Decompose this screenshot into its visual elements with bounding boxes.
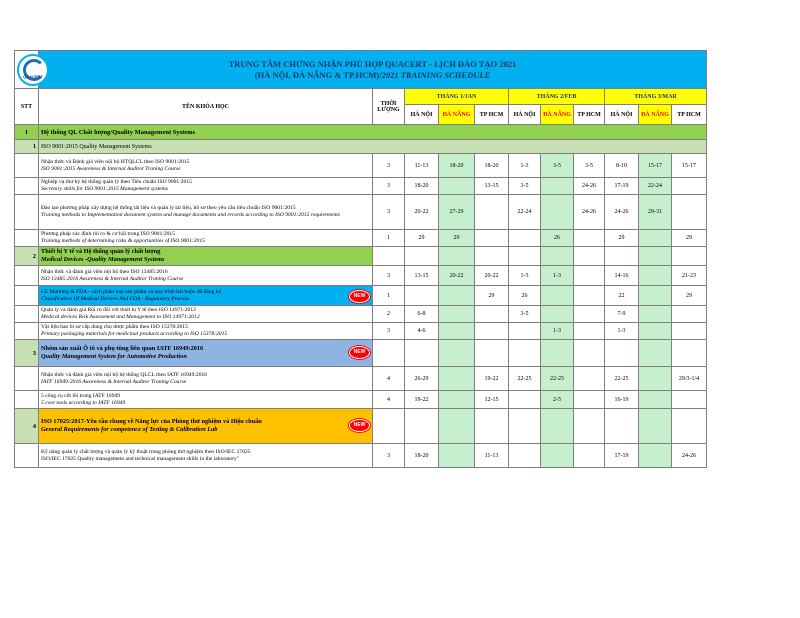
- date-dn-cell: [541, 195, 574, 230]
- date-dn-cell: 15-17: [639, 154, 672, 178]
- date-hn-cell: 24-26: [605, 195, 639, 230]
- empty-cell: [541, 340, 574, 367]
- date-hn-cell: 1-3: [509, 154, 541, 178]
- date-hn-cell: 22-25: [509, 367, 541, 391]
- course-name: [39, 178, 373, 195]
- city-hn-jan: HÀ NỘI: [405, 105, 439, 125]
- course-name-vi: Nhận thức và đánh giá viên nội bộ hệ thống QLCL theo IATF 16949:2016: [41, 371, 208, 378]
- date-dn-cell: 26: [541, 230, 574, 247]
- course-duration: 1: [373, 286, 405, 306]
- row-course: [15, 154, 707, 178]
- date-hn-cell: 14-16: [605, 266, 639, 286]
- course-number: [15, 323, 39, 340]
- empty-cell: [541, 247, 574, 266]
- section-title: ISO 9001:2015 Quality Management Systems: [39, 140, 707, 154]
- date-hcm-cell: 29/3-1/4: [672, 367, 707, 391]
- empty-cell: [672, 340, 707, 367]
- section-number: 4: [15, 409, 39, 444]
- course-duration: 3: [373, 444, 405, 468]
- date-hn-cell: 26: [509, 286, 541, 306]
- date-hcm-cell: [672, 195, 707, 230]
- date-hcm-cell: 19-22: [475, 367, 509, 391]
- date-dn-cell: [439, 323, 475, 340]
- empty-cell: [439, 340, 475, 367]
- title-row: [15, 51, 707, 89]
- course-name-en: ISO 13485:2016 Awareness & Internal Auditor Traning Course: [41, 275, 184, 282]
- empty-cell: [373, 340, 405, 367]
- date-dn-cell: 2-5: [541, 391, 574, 409]
- course-name-en: ISO 9001:2015 Awareness & Internal Auditor Traning Course: [41, 165, 181, 172]
- date-hn-cell: [509, 391, 541, 409]
- date-dn-cell: 3-5: [541, 154, 574, 178]
- city-hcm-mar: TP HCM: [672, 105, 707, 125]
- new-badge-icon: NEW: [349, 290, 370, 303]
- date-dn-cell: 27-29: [439, 195, 475, 230]
- date-hn-cell: 3-5: [509, 306, 541, 323]
- empty-cell: [405, 247, 439, 266]
- date-hn-cell: [405, 286, 439, 306]
- title-line-1: TRUNG TÂM CHỨNG NHẬN PHÙ HỢP QUACERT - LỊCH ĐÀO TẠO 2021: [228, 58, 517, 69]
- course-duration: 4: [373, 391, 405, 409]
- date-dn-cell: [639, 286, 672, 306]
- course-name: [39, 444, 373, 468]
- course-number: [15, 286, 39, 306]
- row-lvl2: [15, 140, 707, 154]
- col-course-header: TÊN KHÓA HỌC: [39, 89, 373, 125]
- month-mar-header: THÁNG 3/MAR: [605, 89, 707, 105]
- date-hn-cell: [509, 444, 541, 468]
- section-title-en: Medical Devices -Quality Management Systems: [41, 256, 165, 263]
- empty-cell: [672, 409, 707, 444]
- date-hn-cell: 17-19: [605, 178, 639, 195]
- date-hcm-cell: 15-17: [672, 154, 707, 178]
- date-dn-cell: [439, 391, 475, 409]
- empty-cell: [509, 247, 541, 266]
- section-title-vi: Thiết bị Y tế và Hệ thống quản lý chất lượng: [41, 248, 161, 255]
- date-hcm-cell: 21-23: [672, 266, 707, 286]
- row-course: [15, 306, 707, 323]
- course-duration: 3: [373, 323, 405, 340]
- course-name-en: Medical devices Risk Assessment and Management to ISO 14971:2012: [41, 314, 200, 320]
- course-name: [39, 367, 373, 391]
- date-dn-cell: [639, 323, 672, 340]
- row-lvl1: [15, 125, 707, 140]
- date-hn-cell: 26-29: [405, 367, 439, 391]
- section-title-vi: ISO 17025:2017-Yêu cầu chung về Năng lực của Phòng thử nghiệm và Hiệu chuẩn: [41, 418, 262, 425]
- date-dn-cell: [541, 444, 574, 468]
- row-course: [15, 367, 707, 391]
- course-number: [15, 178, 39, 195]
- empty-cell: [639, 247, 672, 266]
- course-number: [15, 195, 39, 230]
- title-line-2-en: 2021 TRAINING SCHEDULE: [381, 69, 491, 80]
- date-hcm-cell: [475, 230, 509, 247]
- course-name: [39, 266, 373, 286]
- date-dn-cell: 20-22: [439, 266, 475, 286]
- course-name-en: Training methods to Implementation document system and manage documents and records according to ISO 9001:2015 requirements: [41, 212, 340, 218]
- course-name-vi: Nghiệp vụ thư ký hệ thống quản lý theo Tiêu chuẩn ISO 9001:2015: [41, 179, 192, 185]
- header-row-months: [15, 89, 707, 105]
- date-hcm-cell: 24-26: [672, 444, 707, 468]
- date-dn-cell: [541, 178, 574, 195]
- date-hcm-cell: [672, 306, 707, 323]
- row-course: [15, 286, 707, 306]
- empty-cell: [439, 409, 475, 444]
- course-name-vi: Kỹ năng quản lý chất lượng và quản lý kỹ thuật trong phòng thử nghiệm theo ISO/IEC 17025: [41, 448, 251, 455]
- course-number: [15, 266, 39, 286]
- row-sec: [15, 340, 707, 367]
- course-name-vi: Nhận thức và Đánh giá viên nội bộ HTQLCL theo ISO 9001:2015: [41, 158, 190, 165]
- date-hn-cell: 11-13: [405, 154, 439, 178]
- course-name-en: Secretary skills for ISO 9001:2015 Management systems: [41, 186, 168, 192]
- title-line-2-vi: (HÀ NỘI, ĐÀ NẴNG & TP.HCM)/: [254, 69, 382, 80]
- course-name-en: Classification Of Medical Devices And FDA - Regulatory Process: [41, 295, 189, 302]
- course-number: [15, 306, 39, 323]
- city-dn-feb: ĐÀ NẴNG: [541, 105, 574, 125]
- date-hn-cell: 18-20: [405, 444, 439, 468]
- date-dn-cell: [439, 178, 475, 195]
- date-dn-cell: [639, 391, 672, 409]
- date-hcm-cell: 13-15: [475, 178, 509, 195]
- section-title: [39, 409, 373, 444]
- course-name: [39, 323, 373, 340]
- empty-cell: [605, 247, 639, 266]
- row-course: [15, 230, 707, 247]
- course-name-en: 5 core tools according to IATF 16949: [41, 399, 126, 406]
- date-hcm-cell: [672, 178, 707, 195]
- date-hcm-cell: [475, 195, 509, 230]
- date-hcm-cell: [475, 323, 509, 340]
- course-name-vi: Phương pháp xác định rủi ro & cơ hội trong ISO 9001:2015: [41, 231, 176, 237]
- date-hcm-cell: 11-13: [475, 444, 509, 468]
- quacert-logo: [17, 54, 49, 86]
- col-duration-header: THỜI LƯỢNG: [373, 89, 405, 125]
- date-dn-cell: [639, 230, 672, 247]
- empty-cell: [509, 340, 541, 367]
- date-hcm-cell: [672, 323, 707, 340]
- course-number: [15, 154, 39, 178]
- date-hcm-cell: 24-26: [574, 178, 605, 195]
- date-hcm-cell: 29: [672, 286, 707, 306]
- empty-cell: [405, 409, 439, 444]
- section-title: [39, 340, 373, 367]
- new-badge-icon: NEW: [349, 419, 370, 432]
- date-hn-cell: 22: [605, 286, 639, 306]
- empty-cell: [509, 409, 541, 444]
- date-hn-cell: [509, 230, 541, 247]
- city-dn-jan: ĐÀ NẴNG: [439, 105, 475, 125]
- date-hn-cell: 19-22: [405, 391, 439, 409]
- section-title-en: Quality Management System for Automotive Production: [41, 353, 187, 360]
- empty-cell: [639, 340, 672, 367]
- course-duration: 1: [373, 230, 405, 247]
- empty-cell: [605, 340, 639, 367]
- logo-text: QUACERT: [23, 73, 43, 79]
- date-hn-cell: 17-19: [605, 444, 639, 468]
- city-hn-feb: HÀ NỘI: [509, 105, 541, 125]
- empty-cell: [475, 247, 509, 266]
- empty-cell: [541, 409, 574, 444]
- empty-cell: [475, 409, 509, 444]
- empty-cell: [672, 247, 707, 266]
- city-dn-mar: ĐÀ NẴNG: [639, 105, 672, 125]
- course-name-vi: Đào tạo phương pháp xây dựng hệ thống tài liệu và quản lý tài liệu, hồ sơ theo yêu cầu tiêu chuẩn ISO 9001:2015: [41, 205, 296, 211]
- row-course: [15, 323, 707, 340]
- course-name-vi: 5 công cụ cốt lõi trong IATF 16949: [41, 392, 121, 399]
- course-name: [39, 286, 373, 306]
- date-hn-cell: 22-24: [509, 195, 541, 230]
- city-hcm-feb: TP HCM: [574, 105, 605, 125]
- date-hcm-cell: 3-5: [574, 154, 605, 178]
- section-number: I: [15, 125, 39, 140]
- course-name-en: IATF 16949:2016 Awareness & Internal Auditor Traning Course: [41, 378, 187, 385]
- course-name-vi: Quản lý và đánh giá Rủi ro đối với thiết bị Y tế theo ISO 14971:2012: [41, 307, 196, 313]
- course-duration: 3: [373, 266, 405, 286]
- date-hn-cell: 29: [405, 230, 439, 247]
- row-course: [15, 444, 707, 468]
- row-course: [15, 195, 707, 230]
- date-hcm-cell: 18-20: [475, 154, 509, 178]
- section-number: 3: [15, 340, 39, 367]
- empty-cell: [574, 340, 605, 367]
- date-hn-cell: 18-20: [405, 178, 439, 195]
- course-name-vi: Nhận thức và đánh giá viên nội bộ theo ISO 13485:2016: [41, 268, 168, 275]
- date-dn-cell: [541, 286, 574, 306]
- date-hn-cell: 13-15: [405, 266, 439, 286]
- course-name-vi: CE Marking & FDA - cách phân loại sản phẩm và quy trình bắt buộc để đăng ký: [41, 288, 222, 295]
- row-course: [15, 178, 707, 195]
- row-course: [15, 266, 707, 286]
- date-dn-cell: [639, 367, 672, 391]
- date-hn-cell: 4-6: [405, 323, 439, 340]
- course-name: [39, 195, 373, 230]
- date-hcm-cell: [574, 266, 605, 286]
- course-name: [39, 391, 373, 409]
- date-hn-cell: 29: [605, 230, 639, 247]
- city-hcm-jan: TP HCM: [475, 105, 509, 125]
- date-hcm-cell: [574, 230, 605, 247]
- date-hn-cell: 16-19: [605, 391, 639, 409]
- course-number: [15, 391, 39, 409]
- course-duration: 4: [373, 367, 405, 391]
- date-dn-cell: 1-3: [541, 266, 574, 286]
- course-duration: 3: [373, 195, 405, 230]
- month-feb-header: THÁNG 2/FEB: [509, 89, 605, 105]
- date-hcm-cell: [574, 286, 605, 306]
- row-sec: [15, 409, 707, 444]
- empty-cell: [574, 409, 605, 444]
- date-dn-cell: [639, 306, 672, 323]
- date-hcm-cell: [672, 391, 707, 409]
- logo-cell: [15, 51, 43, 89]
- date-hn-cell: 1-3: [509, 266, 541, 286]
- course-duration: 3: [373, 178, 405, 195]
- title-cell: [39, 51, 707, 89]
- date-hcm-cell: 12-15: [475, 391, 509, 409]
- date-hcm-cell: 29: [475, 286, 509, 306]
- course-number: [15, 230, 39, 247]
- date-dn-cell: 22-25: [541, 367, 574, 391]
- course-number: [15, 367, 39, 391]
- section-title-en: General Requirements for competence of Testing & Calibration Lab: [41, 426, 218, 433]
- date-dn-cell: [439, 444, 475, 468]
- date-hcm-cell: [574, 444, 605, 468]
- date-hcm-cell: [574, 391, 605, 409]
- date-dn-cell: 29: [439, 230, 475, 247]
- date-hn-cell: 1-3: [605, 323, 639, 340]
- date-dn-cell: 22-24: [639, 178, 672, 195]
- date-hn-cell: [509, 323, 541, 340]
- date-hcm-cell: 29: [672, 230, 707, 247]
- empty-cell: [475, 340, 509, 367]
- date-dn-cell: [541, 306, 574, 323]
- course-duration: 3: [373, 154, 405, 178]
- date-dn-cell: [639, 266, 672, 286]
- course-name: [39, 154, 373, 178]
- date-hn-cell: 20-22: [405, 195, 439, 230]
- date-dn-cell: [439, 286, 475, 306]
- section-title-vi: Nhóm sản xuất Ô tô và phụ tùng liên quan IATF 16949:2016: [41, 345, 204, 352]
- course-number: [15, 444, 39, 468]
- date-hn-cell: 8-10: [605, 154, 639, 178]
- date-hcm-cell: [574, 367, 605, 391]
- course-duration: 2: [373, 306, 405, 323]
- date-hcm-cell: 20-22: [475, 266, 509, 286]
- empty-cell: [639, 409, 672, 444]
- date-hcm-cell: 24-26: [574, 195, 605, 230]
- course-name-en: Primary packaging materials for medicinal products according to ISO 15378:2015: [41, 331, 228, 337]
- col-stt-header: STT: [15, 89, 39, 125]
- new-badge-icon: NEW: [349, 346, 370, 359]
- section-title: [39, 247, 373, 266]
- course-name-en: Training methods of determining risks & opportunities of ISO 9001:2015: [41, 238, 205, 244]
- empty-cell: [605, 409, 639, 444]
- row-course: [15, 391, 707, 409]
- row-sec: [15, 247, 707, 266]
- date-hcm-cell: [475, 306, 509, 323]
- month-jan-header: THÁNG 1/JAN: [405, 89, 509, 105]
- empty-cell: [439, 247, 475, 266]
- title-line-2: [41, 70, 704, 81]
- date-hn-cell: 6-8: [405, 306, 439, 323]
- course-name: [39, 306, 373, 323]
- training-schedule-table: [14, 50, 707, 468]
- course-name: [39, 230, 373, 247]
- date-dn-cell: [639, 444, 672, 468]
- section-title: Hệ thống QL Chất lượng/Quality Management Systems: [39, 125, 707, 140]
- date-hn-cell: 3-5: [509, 178, 541, 195]
- date-hcm-cell: [574, 306, 605, 323]
- section-number: 2: [15, 247, 39, 266]
- empty-cell: [405, 340, 439, 367]
- date-hcm-cell: [574, 323, 605, 340]
- empty-cell: [574, 247, 605, 266]
- date-dn-cell: 1-3: [541, 323, 574, 340]
- course-name-en: ISO/IEC 17025 Quality management and technical management skills in the laboratory": [41, 455, 240, 462]
- date-dn-cell: 18-20: [439, 154, 475, 178]
- date-dn-cell: [439, 367, 475, 391]
- date-hn-cell: 22-25: [605, 367, 639, 391]
- date-hn-cell: 7-9: [605, 306, 639, 323]
- course-name-vi: Vật liệu bao bì sơ cấp dùng cho dược phẩm theo ISO 15378:2015: [41, 324, 188, 330]
- empty-cell: [373, 247, 405, 266]
- city-hn-mar: HÀ NỘI: [605, 105, 639, 125]
- date-dn-cell: [439, 306, 475, 323]
- empty-cell: [373, 409, 405, 444]
- date-dn-cell: 29-31: [639, 195, 672, 230]
- section-number: 1: [15, 140, 39, 154]
